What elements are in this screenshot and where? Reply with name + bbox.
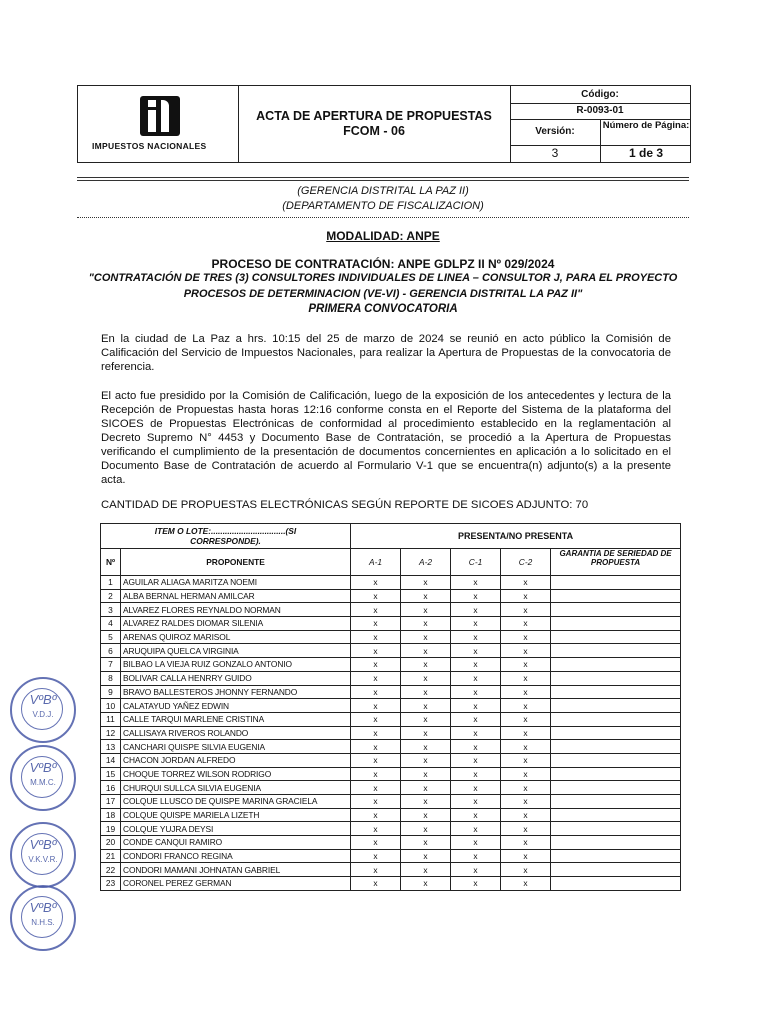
- table-row: [101, 822, 681, 836]
- a1-mark: x: [351, 630, 401, 644]
- c2-mark: x: [501, 712, 551, 726]
- row-number: 20: [101, 836, 121, 850]
- c2-mark: x: [501, 753, 551, 767]
- proponente-name: CHURQUI SULLCA SILVIA EUGENIA: [121, 781, 351, 795]
- proponente-name: BRAVO BALLESTEROS JHONNY FERNANDO: [121, 685, 351, 699]
- divider: [77, 180, 689, 181]
- table-row: [101, 576, 681, 590]
- a2-mark: x: [401, 836, 451, 850]
- row-number: 8: [101, 671, 121, 685]
- garantia-cell: [551, 617, 681, 631]
- table-row: [101, 836, 681, 850]
- c1-mark: x: [451, 630, 501, 644]
- c1-mark: x: [451, 808, 501, 822]
- c1-mark: x: [451, 822, 501, 836]
- proceso-description-1: "CONTRATACIÓN DE TRES (3) CONSULTORES INDIVIDUALES DE LINEA – CONSULTOR J, PARA EL PROYECTO: [88, 272, 678, 284]
- convocatoria: PRIMERA CONVOCATORIA: [308, 303, 458, 315]
- c2-mark: x: [501, 781, 551, 795]
- garantia-cell: [551, 671, 681, 685]
- proponente-name: CORONEL PEREZ GERMAN: [121, 877, 351, 891]
- proponente-name: CANCHARI QUISPE SILVIA EUGENIA: [121, 740, 351, 754]
- c2-mark: x: [501, 699, 551, 713]
- a2-mark: x: [401, 576, 451, 590]
- proponente-name: ARENAS QUIROZ MARISOL: [121, 630, 351, 644]
- divider: [77, 217, 689, 218]
- title-line-2: FCOM - 06: [343, 124, 405, 138]
- garantia-cell: [551, 836, 681, 850]
- col-garantia: GARANTIA DE SERIEDAD DE PROPUESTA: [551, 549, 681, 576]
- a1-mark: x: [351, 658, 401, 672]
- garantia-cell: [551, 863, 681, 877]
- approval-stamp: VºBº V.K.V.R.: [10, 822, 76, 888]
- proponente-name: COLQUE YUJRA DEYSI: [121, 822, 351, 836]
- a1-mark: x: [351, 795, 401, 809]
- version-label: Versión:: [535, 126, 575, 137]
- proponente-name: BOLIVAR CALLA HENRRY GUIDO: [121, 671, 351, 685]
- c2-mark: x: [501, 863, 551, 877]
- table-row: [101, 863, 681, 877]
- c2-mark: x: [501, 658, 551, 672]
- c1-mark: x: [451, 712, 501, 726]
- a1-mark: x: [351, 617, 401, 631]
- c2-mark: x: [501, 589, 551, 603]
- row-number: 14: [101, 753, 121, 767]
- proponente-name: ALBA BERNAL HERMAN AMILCAR: [121, 589, 351, 603]
- table-row: [101, 658, 681, 672]
- c2-mark: x: [501, 877, 551, 891]
- table-row: [101, 712, 681, 726]
- row-number: 16: [101, 781, 121, 795]
- proponente-name: CALLISAYA RIVEROS ROLANDO: [121, 726, 351, 740]
- garantia-cell: [551, 781, 681, 795]
- garantia-cell: [551, 712, 681, 726]
- logo-text: IMPUESTOS NACIONALES: [92, 141, 207, 151]
- a1-mark: x: [351, 863, 401, 877]
- garantia-cell: [551, 849, 681, 863]
- row-number: 22: [101, 863, 121, 877]
- c1-mark: x: [451, 671, 501, 685]
- row-number: 19: [101, 822, 121, 836]
- row-number: 5: [101, 630, 121, 644]
- c1-mark: x: [451, 767, 501, 781]
- c1-mark: x: [451, 836, 501, 850]
- proponente-name: CHOQUE TORREZ WILSON RODRIGO: [121, 767, 351, 781]
- c1-mark: x: [451, 753, 501, 767]
- modalidad: MODALIDAD: ANPE: [326, 229, 440, 243]
- c2-mark: x: [501, 740, 551, 754]
- a2-mark: x: [401, 589, 451, 603]
- proceso-title: PROCESO DE CONTRATACIÓN: ANPE GDLPZ II Nº 029/2024: [211, 257, 555, 271]
- table-row: [101, 808, 681, 822]
- proponente-name: ALVAREZ RALDES DIOMAR SILENIA: [121, 617, 351, 631]
- garantia-cell: [551, 740, 681, 754]
- departamento-line: (DEPARTAMENTO DE FISCALIZACION): [282, 200, 484, 212]
- a2-mark: x: [401, 671, 451, 685]
- approval-stamp: VºBº N.H.S.: [10, 885, 76, 951]
- a2-mark: x: [401, 822, 451, 836]
- c1-mark: x: [451, 877, 501, 891]
- row-number: 2: [101, 589, 121, 603]
- paragraph-2: El acto fue presidido por la Comisión de Calificación, luego de la exposición de los antecedentes y lectura de la Recepción de Propuestas hasta horas 12:16 conforme consta en el Reporte del Sistema de la plataforma del SICOES de Propuestas Electrónicas de conformidad al procedimiento establecido en la reglamentación al Decreto Supremo N° 4453 y Documento Base de Contratación, se procedió a la Apertura de Propuestas verificando el cumplimiento de la presentación de documentos concernientes en aplicación a lo solicitado en el Documento Base de Contratación de acuerdo al Formulario V-1 que se encuentra(n) adjunto(s) a la presente acta.: [101, 390, 671, 486]
- row-number: 1: [101, 576, 121, 590]
- c1-mark: x: [451, 589, 501, 603]
- col-no: Nº: [101, 549, 121, 576]
- c2-mark: x: [501, 808, 551, 822]
- divider: [77, 177, 689, 178]
- c2-mark: x: [501, 671, 551, 685]
- row-number: 21: [101, 849, 121, 863]
- row-number: 12: [101, 726, 121, 740]
- cantidad-propuestas: CANTIDAD DE PROPUESTAS ELECTRÓNICAS SEGÚN REPORTE DE SICOES ADJUNTO: 70: [101, 499, 589, 511]
- row-number: 9: [101, 685, 121, 699]
- table-row: [101, 589, 681, 603]
- c1-mark: x: [451, 576, 501, 590]
- table-row: [101, 726, 681, 740]
- a2-mark: x: [401, 699, 451, 713]
- row-number: 4: [101, 617, 121, 631]
- col-c1: C-1: [451, 549, 501, 576]
- c1-mark: x: [451, 781, 501, 795]
- proponente-name: CHACON JORDAN ALFREDO: [121, 753, 351, 767]
- codigo-value: R-0093-01: [510, 103, 690, 120]
- c2-mark: x: [501, 795, 551, 809]
- a1-mark: x: [351, 603, 401, 617]
- c1-mark: x: [451, 863, 501, 877]
- row-number: 6: [101, 644, 121, 658]
- row-number: 17: [101, 795, 121, 809]
- proceso-description-2: PROCESOS DE DETERMINACION (VE-VI) - GERENCIA DISTRITAL LA PAZ II": [183, 288, 583, 300]
- codigo-label: Código:: [510, 86, 690, 104]
- garantia-cell: [551, 685, 681, 699]
- garantia-cell: [551, 589, 681, 603]
- c1-mark: x: [451, 685, 501, 699]
- a2-mark: x: [401, 617, 451, 631]
- a1-mark: x: [351, 576, 401, 590]
- c2-mark: x: [501, 630, 551, 644]
- a1-mark: x: [351, 877, 401, 891]
- row-number: 3: [101, 603, 121, 617]
- document-meta: [510, 86, 690, 162]
- garantia-cell: [551, 726, 681, 740]
- garantia-cell: [551, 753, 681, 767]
- c2-mark: x: [501, 576, 551, 590]
- c1-mark: x: [451, 699, 501, 713]
- impuestos-logo-icon: [140, 96, 180, 136]
- a1-mark: x: [351, 836, 401, 850]
- c2-mark: x: [501, 617, 551, 631]
- a1-mark: x: [351, 712, 401, 726]
- proponente-name: ALVAREZ FLORES REYNALDO NORMAN: [121, 603, 351, 617]
- proponente-name: ARUQUIPA QUELCA VIRGINIA: [121, 644, 351, 658]
- garantia-cell: [551, 699, 681, 713]
- c1-mark: x: [451, 795, 501, 809]
- a1-mark: x: [351, 781, 401, 795]
- c1-mark: x: [451, 740, 501, 754]
- c2-mark: x: [501, 644, 551, 658]
- a2-mark: x: [401, 877, 451, 891]
- a2-mark: x: [401, 808, 451, 822]
- a2-mark: x: [401, 685, 451, 699]
- c2-mark: x: [501, 726, 551, 740]
- a2-mark: x: [401, 712, 451, 726]
- a1-mark: x: [351, 808, 401, 822]
- c1-mark: x: [451, 644, 501, 658]
- garantia-cell: [551, 630, 681, 644]
- a1-mark: x: [351, 767, 401, 781]
- c1-mark: x: [451, 617, 501, 631]
- row-number: 15: [101, 767, 121, 781]
- proponente-name: CONDE CANQUI RAMIRO: [121, 836, 351, 850]
- logo-cell: [78, 86, 239, 162]
- table-row: [101, 671, 681, 685]
- proponente-name: CONDORI MAMANI JOHNATAN GABRIEL: [121, 863, 351, 877]
- paragraph-1: En la ciudad de La Paz a hrs. 10:15 del 25 de marzo de 2024 se reunió en acto público la Comisión de Calificación del Servicio de Impuestos Nacionales, para realizar la Apertura de Propuestas de la convocatoria de referencia.: [101, 333, 671, 373]
- pagina-label: Número de Página:: [600, 120, 691, 145]
- proponente-name: CALLE TARQUI MARLENE CRISTINA: [121, 712, 351, 726]
- a2-mark: x: [401, 753, 451, 767]
- a1-mark: x: [351, 822, 401, 836]
- proponente-name: AGUILAR ALIAGA MARITZA NOEMI: [121, 576, 351, 590]
- a1-mark: x: [351, 699, 401, 713]
- col-c2: C-2: [501, 549, 551, 576]
- garantia-cell: [551, 808, 681, 822]
- a1-mark: x: [351, 685, 401, 699]
- approval-stamp: VºBº V.D.J.: [10, 677, 76, 743]
- a2-mark: x: [401, 644, 451, 658]
- document-header: [77, 85, 691, 163]
- gerencia-line: (GERENCIA DISTRITAL LA PAZ II): [297, 185, 469, 197]
- col-a1: A-1: [351, 549, 401, 576]
- table-row: [101, 795, 681, 809]
- a2-mark: x: [401, 658, 451, 672]
- row-number: 10: [101, 699, 121, 713]
- garantia-cell: [551, 576, 681, 590]
- c2-mark: x: [501, 822, 551, 836]
- proponente-name: BILBAO LA VIEJA RUIZ GONZALO ANTONIO: [121, 658, 351, 672]
- garantia-cell: [551, 795, 681, 809]
- c2-mark: x: [501, 849, 551, 863]
- a2-mark: x: [401, 726, 451, 740]
- proponente-name: CALATAYUD YAÑEZ EDWIN: [121, 699, 351, 713]
- a2-mark: x: [401, 795, 451, 809]
- approval-stamp: VºBº M.M.C.: [10, 745, 76, 811]
- pagina-value: 1 de 3: [600, 145, 691, 162]
- version-value: 3: [551, 146, 559, 160]
- table-row: [101, 603, 681, 617]
- table-row: [101, 849, 681, 863]
- table-row: [101, 877, 681, 891]
- table-row: [101, 617, 681, 631]
- row-number: 7: [101, 658, 121, 672]
- a2-mark: x: [401, 781, 451, 795]
- col-a2: A-2: [401, 549, 451, 576]
- a2-mark: x: [401, 767, 451, 781]
- garantia-cell: [551, 767, 681, 781]
- a2-mark: x: [401, 863, 451, 877]
- c2-mark: x: [501, 603, 551, 617]
- a2-mark: x: [401, 740, 451, 754]
- a1-mark: x: [351, 849, 401, 863]
- a2-mark: x: [401, 630, 451, 644]
- table-row: [101, 767, 681, 781]
- garantia-cell: [551, 603, 681, 617]
- row-number: 23: [101, 877, 121, 891]
- propuestas-table: [100, 523, 681, 891]
- a2-mark: x: [401, 603, 451, 617]
- garantia-cell: [551, 644, 681, 658]
- proponente-name: CONDORI FRANCO REGINA: [121, 849, 351, 863]
- table-row: [101, 753, 681, 767]
- garantia-cell: [551, 877, 681, 891]
- a2-mark: x: [401, 849, 451, 863]
- c1-mark: x: [451, 603, 501, 617]
- table-row: [101, 699, 681, 713]
- presenta-header: PRESENTA/NO PRESENTA: [351, 524, 681, 549]
- garantia-cell: [551, 822, 681, 836]
- c1-mark: x: [451, 849, 501, 863]
- table-row: [101, 781, 681, 795]
- table-row: [101, 740, 681, 754]
- row-number: 18: [101, 808, 121, 822]
- a1-mark: x: [351, 753, 401, 767]
- title-line-1: ACTA DE APERTURA DE PROPUESTAS: [256, 109, 492, 123]
- proponente-name: COLQUE LLUSCO DE QUISPE MARINA GRACIELA: [121, 795, 351, 809]
- a1-mark: x: [351, 671, 401, 685]
- col-proponente: PROPONENTE: [121, 549, 351, 576]
- a1-mark: x: [351, 740, 401, 754]
- row-number: 13: [101, 740, 121, 754]
- a1-mark: x: [351, 726, 401, 740]
- table-row: [101, 644, 681, 658]
- table-row: [101, 685, 681, 699]
- proponente-name: COLQUE QUISPE MARIELA LIZETH: [121, 808, 351, 822]
- c1-mark: x: [451, 726, 501, 740]
- c2-mark: x: [501, 685, 551, 699]
- c1-mark: x: [451, 658, 501, 672]
- c2-mark: x: [501, 767, 551, 781]
- row-number: 11: [101, 712, 121, 726]
- item-lote: ITEM O LOTE:................................(SI CORRESPONDE).: [101, 524, 351, 549]
- a1-mark: x: [351, 589, 401, 603]
- table-row: [101, 630, 681, 644]
- garantia-cell: [551, 658, 681, 672]
- c2-mark: x: [501, 836, 551, 850]
- a1-mark: x: [351, 644, 401, 658]
- document-title: [238, 86, 511, 162]
